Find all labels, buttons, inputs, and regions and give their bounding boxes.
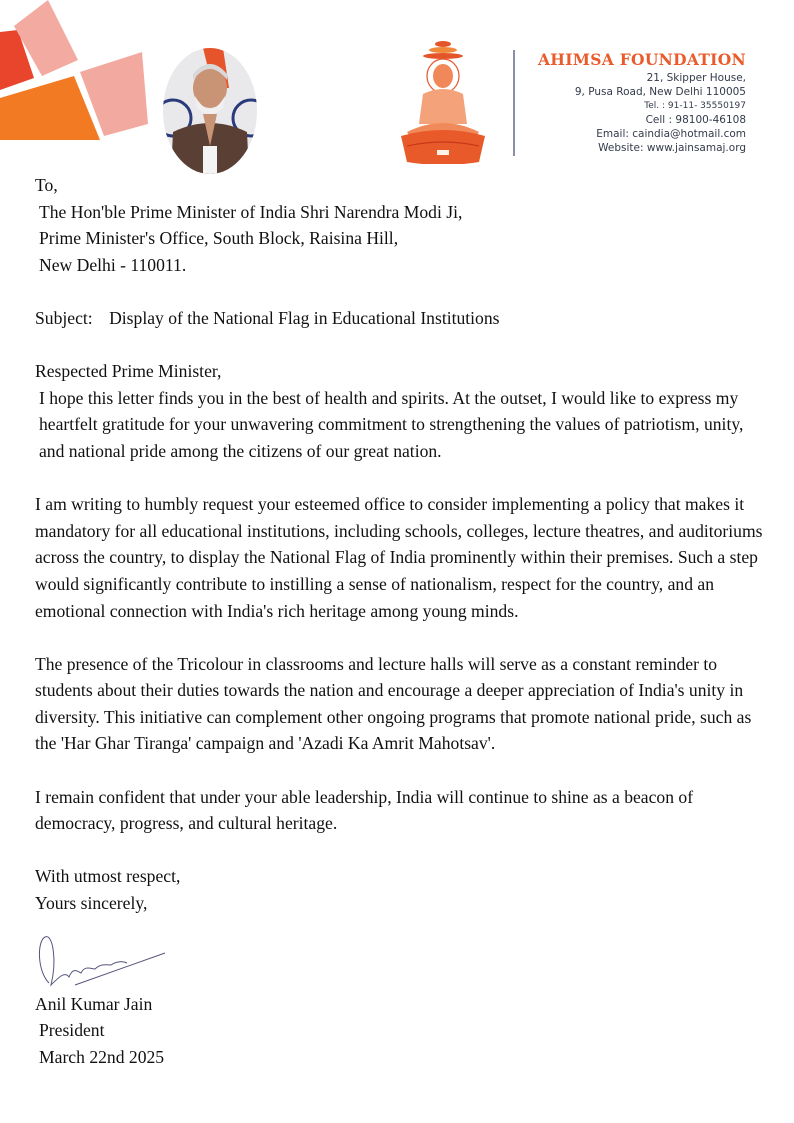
- closing-line1: With utmost respect,: [35, 866, 181, 887]
- corner-decoration-icon: [0, 0, 160, 140]
- recipient-line2: Prime Minister's Office, South Block, Raisina Hill,: [39, 228, 399, 249]
- org-website: Website: www.jainsamaj.org: [598, 142, 746, 154]
- letterhead-divider: [513, 50, 515, 156]
- body-paragraph-3: The presence of the Tricolour in classrooms and lecture halls will serve as a constant reminder to students about their duties towards the nation and encourage a deeper appreciation of India's unity in diversity. This initiative can complement other ongoing programs that promote national pride, such as the 'Har Ghar Tiranga' campaign and 'Azadi Ka Amrit Mahotsav'.: [35, 653, 752, 754]
- org-tel: Tel. : 91-11- 35550197: [644, 101, 746, 111]
- body-paragraph-4: I remain confident that under your able leadership, India will continue to shine as a beacon of democracy, progress, and cultural heritage.: [35, 786, 694, 834]
- signatory-title: President: [39, 1020, 105, 1041]
- org-address-line1: 21, Skipper House,: [646, 72, 746, 84]
- recipient-line1: The Hon'ble Prime Minister of India Shri Narendra Modi Ji,: [39, 201, 463, 222]
- org-address-line2: 9, Pusa Road, New Delhi 110005: [574, 86, 746, 98]
- subject-text: Display of the National Flag in Educational Institutions: [109, 307, 500, 328]
- signatory-name: Anil Kumar Jain: [35, 993, 153, 1014]
- greeting: Respected Prime Minister,: [35, 361, 222, 382]
- letterhead-org-block: [538, 50, 746, 155]
- subject-label: Subject:: [35, 307, 93, 328]
- subject-line: [35, 305, 765, 332]
- body-paragraph-1: I hope this letter finds you in the best of health and spirits. At the outset, I would like to express my heartfelt gratitude for your unwavering commitment to strengthening the values of patriotism, unity, and national pride among the citizens of our great nation.: [39, 387, 744, 461]
- jain-tirthankara-icon: [393, 36, 493, 164]
- letter-body: [35, 172, 765, 1070]
- recipient-to: To,: [35, 175, 58, 195]
- body-paragraph-2: I am writing to humbly request your esteemed office to consider implementing a policy that makes it mandatory for all educational institutions, including schools, colleges, lecture theatres, and auditoriums across the country, to display the National Flag of India prominently within their premises. Such a step would significantly contribute to instilling a sense of nationalism, respect for the country, and an emotional connection with India's rich heritage among young minds.: [35, 494, 763, 621]
- org-cell: Cell : 98100-46108: [645, 114, 746, 126]
- recipient-line3: New Delhi - 110011.: [39, 254, 187, 275]
- signature-icon: [35, 931, 170, 991]
- prime-minister-portrait: [163, 48, 257, 174]
- org-name: AHIMSA FOUNDATION: [537, 50, 746, 69]
- closing-line2: Yours sincerely,: [35, 893, 148, 914]
- org-email: Email: caindia@hotmail.com: [596, 128, 746, 140]
- letter-date: March 22nd 2025: [39, 1046, 165, 1067]
